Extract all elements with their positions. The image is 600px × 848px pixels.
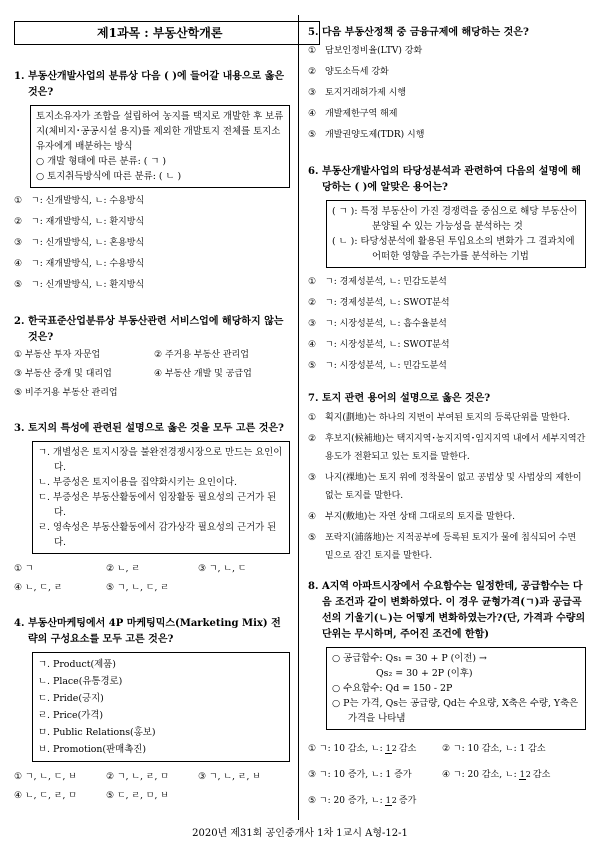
- subject-title: 제1과목 : 부동산학개론: [14, 21, 320, 45]
- option[interactable]: ⑤ 비주거용 부동산 관리업: [14, 388, 118, 398]
- box-line: Qs₂ = 30 + 2P (이후): [376, 668, 473, 679]
- question-text: 부동산개발사업의 타당성분석과 관련하여 다음의 설명에 해당하는 ( )에 알맞은 용어는?: [322, 166, 581, 193]
- option[interactable]: ③ ㄱ, ㄴ, ㄷ: [198, 564, 247, 574]
- option[interactable]: ④ ㄴ, ㄷ, ㄹ, ㅁ: [14, 791, 77, 801]
- question-4: [14, 616, 290, 806]
- option[interactable]: ④ ㄱ: 재개발방식, ㄴ: 수용방식: [14, 259, 145, 269]
- option[interactable]: ② 주거용 부동산 관리업: [154, 350, 249, 360]
- box-line: ㄹ. 영속성은 부동산활동에서 감가상각 필요성의 근거가 된다.: [38, 522, 277, 548]
- question-box: [326, 647, 586, 730]
- box-line: ㅁ. Public Relations(홍보): [38, 727, 156, 738]
- option[interactable]: ③ ㄱ: 시장성분석, ㄴ: 흡수율분석: [308, 319, 447, 329]
- question-6: [308, 164, 586, 377]
- page-footer: 2020년 제31회 공인중개사 1차 1교시 A형-12-1: [192, 828, 408, 839]
- question-number: 8.: [308, 581, 319, 592]
- box-line: ( ㄱ ): 특정 부동산이 가진 경쟁력을 중심으로 해당 부동산이 분양될 수 있는 가능성을 분석하는 것: [332, 206, 578, 232]
- option[interactable]: ① 획지(劃地)는 하나의 지번이 부여된 토지의 등록단위를 말한다.: [308, 413, 571, 423]
- option[interactable]: ④ ㄴ, ㄷ, ㄹ: [14, 583, 63, 593]
- option[interactable]: ① ㄱ: 10 감소, ㄴ: 12 감소: [308, 743, 417, 754]
- box-line: 토지소유자가 조합을 설립하여 농지를 택지로 개발한 후 보류지(체비지･공공시설 용지)를 제외한 개발토지 전체를 토지소유자에게 배분하는 방식: [36, 111, 284, 152]
- question-number: 7.: [308, 393, 319, 404]
- question-number: 1.: [14, 71, 25, 82]
- question-text: A지역 아파트시장에서 수요함수는 일정한데, 공급함수는 다음 조건과 같이 변화하였다. 이 경우 균형가격(ㄱ)과 공급곡선의 기울기(ㄴ)는 어떻게 변화하였는가?(단, 가격과 수량의 단위는 무시하며, 주어진 조건에 한함): [322, 581, 586, 640]
- box-line: ㄴ. Place(유통경로): [38, 676, 123, 687]
- option[interactable]: ② ㄱ: 재개발방식, ㄴ: 환지방식: [14, 217, 145, 227]
- option[interactable]: ④ 개발제한구역 해제: [308, 109, 398, 119]
- option[interactable]: ① 부동산 투자 자문업: [14, 350, 101, 360]
- question-number: 3.: [14, 423, 25, 434]
- question-text: 부동산마케팅에서 4P 마케팅믹스(Marketing Mix) 전략의 구성요소를 모두 고른 것은?: [28, 618, 281, 645]
- column-divider: [298, 15, 299, 820]
- option[interactable]: ② ㄴ, ㄹ: [106, 564, 141, 574]
- option[interactable]: ① ㄱ: 경제성분석, ㄴ: 민감도분석: [308, 277, 447, 287]
- fraction: 12: [519, 769, 531, 779]
- option[interactable]: ⑤ ㄱ: 시장성분석, ㄴ: 민감도분석: [308, 361, 447, 371]
- question-box: [326, 200, 586, 268]
- box-line: ○ P는 가격, Qs는 공급량, Qd는 수요량, X축은 수량, Y축은 가격을 나타냄: [332, 698, 579, 724]
- option[interactable]: ④ ㄱ: 20 감소, ㄴ: 12 감소: [442, 769, 551, 780]
- left-column: [14, 15, 290, 806]
- option[interactable]: ⑤ ㄱ, ㄴ, ㄷ, ㄹ: [106, 583, 169, 593]
- question-box: [32, 441, 290, 554]
- question-text: 토지의 특성에 관련된 설명으로 옳은 것을 모두 고른 것은?: [28, 423, 284, 434]
- option[interactable]: ⑤ ㄱ: 20 증가, ㄴ: 12 증가: [308, 795, 417, 806]
- question-number: 4.: [14, 618, 25, 629]
- option[interactable]: ③ ㄱ: 10 증가, ㄴ: 1 증가: [308, 770, 412, 780]
- option[interactable]: ③ 나지(裸地)는 토지 위에 정착물이 없고 공법상 및 사법상의 제한이 없는 토지를 말한다.: [308, 473, 582, 501]
- option[interactable]: ② ㄱ, ㄴ, ㄹ, ㅁ: [106, 772, 169, 782]
- question-text: 다음 부동산정책 중 금융규제에 해당하는 것은?: [322, 27, 529, 38]
- box-line: ㄴ. 부증성은 토지이용을 집약화시키는 요인이다.: [38, 477, 238, 488]
- option[interactable]: ② 양도소득세 강화: [308, 67, 389, 77]
- fraction: 12: [385, 743, 397, 753]
- question-text: 부동산개발사업의 분류상 다음 ( )에 들어갈 내용으로 옳은 것은?: [28, 71, 285, 98]
- box-line: ㅂ. Promotion(판매촉진): [38, 744, 146, 755]
- option[interactable]: ① ㄱ: [14, 564, 34, 574]
- box-line: ○ 개발 형태에 따른 분류: ( ㄱ ): [36, 156, 167, 167]
- box-line: ○ 토지취득방식에 따른 분류: ( ㄴ ): [36, 171, 182, 182]
- option[interactable]: ⑤ 포락지(浦落地)는 지적공부에 등록된 토지가 물에 침식되어 수면 밑으로 잠긴 토지를 말한다.: [308, 533, 577, 561]
- question-box: [32, 652, 290, 762]
- option[interactable]: ③ ㄱ, ㄴ, ㄹ, ㅂ: [198, 772, 261, 782]
- question-number: 6.: [308, 166, 319, 177]
- fraction: 12: [385, 795, 397, 805]
- option[interactable]: ④ ㄱ: 시장성분석, ㄴ: SWOT분석: [308, 340, 450, 350]
- question-8: [308, 579, 586, 814]
- option[interactable]: ③ 부동산 중개 및 대리업: [14, 369, 112, 379]
- question-box: [30, 105, 290, 188]
- question-7: [308, 391, 586, 565]
- box-line: ( ㄴ ): 타당성분석에 활용된 투입요소의 변화가 그 결과치에 어떠한 영향을 주는가를 분석하는 기법: [332, 236, 575, 262]
- option[interactable]: ⑤ ㄷ, ㄹ, ㅁ, ㅂ: [106, 791, 169, 801]
- right-column: [308, 15, 586, 814]
- question-number: 5.: [308, 27, 319, 38]
- option[interactable]: ③ 토지거래허가제 시행: [308, 88, 407, 98]
- box-line: ㄷ. 부증성은 부동산활동에서 임장활동 필요성의 근거가 된다.: [38, 492, 277, 518]
- option[interactable]: ④ 부동산 개발 및 공급업: [154, 369, 252, 379]
- box-line: ㄹ. Price(가격): [38, 710, 104, 721]
- option[interactable]: ③ ㄱ: 신개발방식, ㄴ: 혼용방식: [14, 238, 145, 248]
- option[interactable]: ① ㄱ: 신개발방식, ㄴ: 수용방식: [14, 196, 145, 206]
- question-2: [14, 314, 290, 403]
- question-text: 한국표준산업분류상 부동산관련 서비스업에 해당하지 않는 것은?: [28, 316, 284, 343]
- box-line: ㄱ. Product(제품): [38, 659, 116, 670]
- box-line: ㄱ. 개별성은 토지시장을 불완전경쟁시장으로 만드는 요인이다.: [38, 447, 283, 473]
- option[interactable]: ⑤ 개발권양도제(TDR) 시행: [308, 130, 425, 140]
- option[interactable]: ② ㄱ: 10 감소, ㄴ: 1 감소: [442, 744, 546, 754]
- option[interactable]: ④ 부지(敷地)는 자연 상태 그대로의 토지를 말한다.: [308, 512, 515, 522]
- option[interactable]: ① 담보인정비율(LTV) 강화: [308, 46, 423, 56]
- box-line: ○ 수요함수: Qd = 150 - 2P: [332, 683, 453, 694]
- question-5: [308, 25, 586, 146]
- question-text: 토지 관련 용어의 설명으로 옳은 것은?: [322, 393, 491, 404]
- question-3: [14, 421, 290, 598]
- question-number: 2.: [14, 316, 25, 327]
- option[interactable]: ② 후보지(候補地)는 택지지역･농지지역･임지지역 내에서 세부지역간 용도가 전환되고 있는 토지를 말한다.: [308, 434, 586, 462]
- option[interactable]: ① ㄱ, ㄴ, ㄷ, ㅂ: [14, 772, 77, 782]
- question-1: [14, 69, 290, 296]
- option[interactable]: ⑤ ㄱ: 신개발방식, ㄴ: 환지방식: [14, 280, 145, 290]
- box-line: ○ 공급함수: Qs₁ = 30 + P (이전) →: [332, 653, 487, 664]
- box-line: ㄷ. Pride(긍지): [38, 693, 104, 704]
- option[interactable]: ② ㄱ: 경제성분석, ㄴ: SWOT분석: [308, 298, 450, 308]
